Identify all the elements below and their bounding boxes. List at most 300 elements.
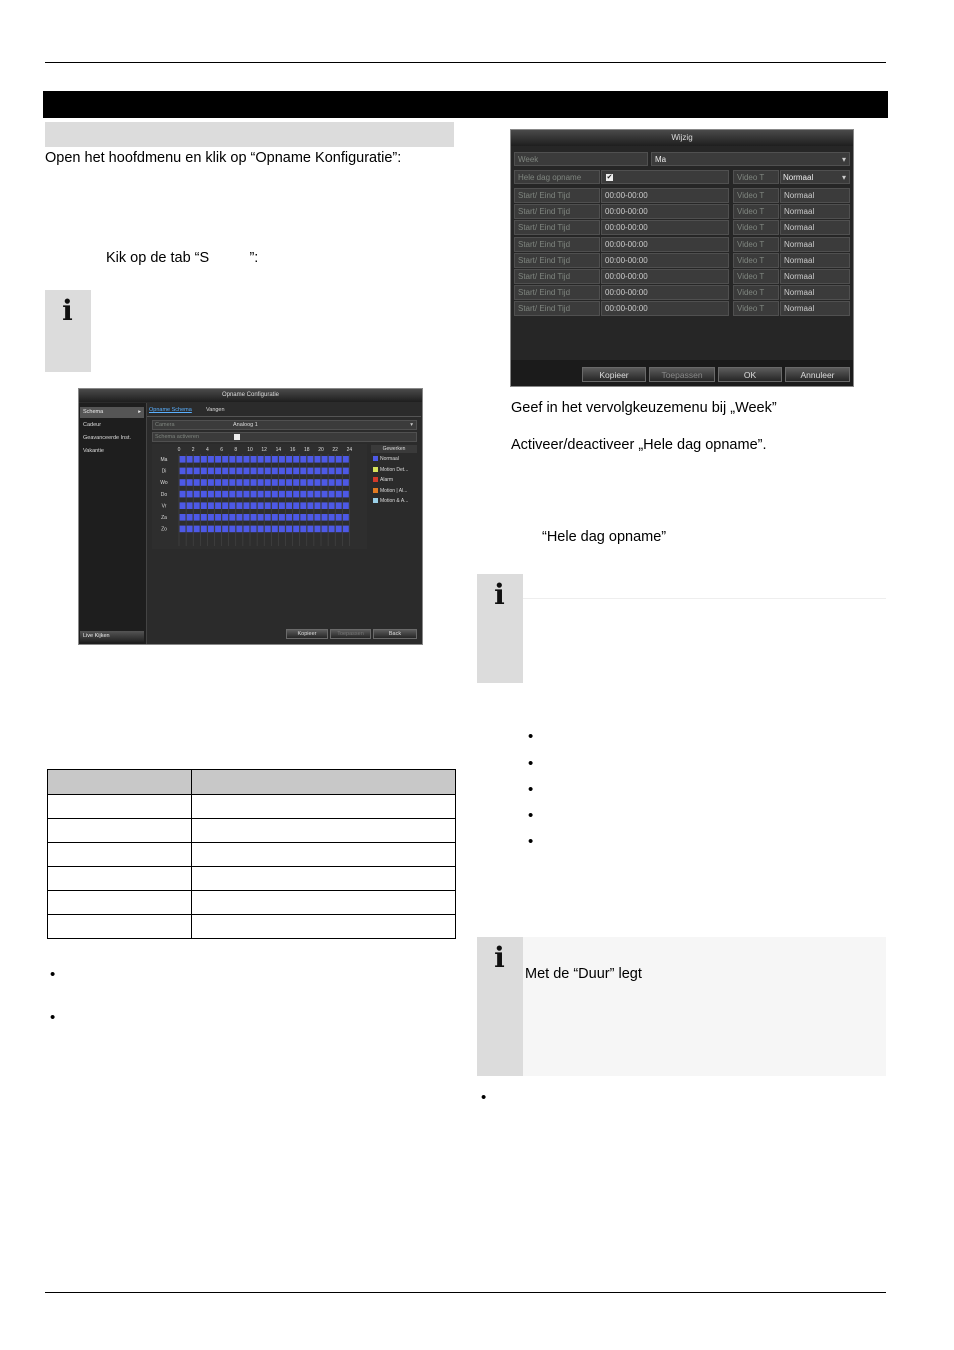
record-mode-field[interactable]: Normaal xyxy=(780,285,850,300)
schedule-cell[interactable] xyxy=(286,514,292,521)
schedule-cell[interactable] xyxy=(265,468,271,475)
schedule-cell[interactable] xyxy=(315,491,321,498)
hour-tick-label: 0 xyxy=(177,447,181,453)
schedule-cell[interactable] xyxy=(293,526,299,533)
schedule-cell[interactable] xyxy=(201,456,207,463)
schedule-cell[interactable] xyxy=(201,502,207,509)
schedule-cell[interactable] xyxy=(180,491,186,498)
schedule-cell[interactable] xyxy=(293,514,299,521)
schedule-cell[interactable] xyxy=(194,456,200,463)
legend-swatch xyxy=(373,477,378,482)
apply-button[interactable]: Toepassen xyxy=(649,367,715,382)
schedule-cell[interactable] xyxy=(194,491,200,498)
schedule-cell[interactable] xyxy=(215,468,221,475)
schedule-cell[interactable] xyxy=(236,491,242,498)
schedule-cell[interactable] xyxy=(187,468,193,475)
schedule-cell[interactable] xyxy=(279,526,285,533)
bullet-right-4: • xyxy=(528,807,534,824)
record-mode-field[interactable]: Normaal xyxy=(780,301,850,316)
schedule-cell[interactable] xyxy=(180,526,186,533)
schedule-cell[interactable] xyxy=(343,526,349,533)
schedule-cell[interactable] xyxy=(286,502,292,509)
bullet-right-5: • xyxy=(528,833,534,850)
schedule-cell[interactable] xyxy=(343,456,349,463)
week-instruction: Geef in het vervolgkeuzemenu bij „Week” xyxy=(511,400,777,416)
table-row xyxy=(48,867,456,891)
bullet-left-2: • xyxy=(50,1009,56,1026)
schedule-cell[interactable] xyxy=(286,479,292,486)
schedule-cell[interactable] xyxy=(251,514,257,521)
schedule-cell[interactable] xyxy=(215,479,221,486)
schedule-cell[interactable] xyxy=(208,526,214,533)
tab-vangen[interactable]: Vangen xyxy=(206,407,225,413)
schedule-cell[interactable] xyxy=(322,526,328,533)
week-label-field: Week xyxy=(514,152,648,166)
schedule-cell[interactable] xyxy=(236,468,242,475)
allday-label-field: Hele dag opname xyxy=(514,170,600,184)
schedule-cell[interactable] xyxy=(201,479,207,486)
info-note-left xyxy=(45,290,91,372)
record-mode-field[interactable]: Normaal xyxy=(780,237,850,252)
allday-checkbox-field[interactable] xyxy=(601,170,729,184)
schedule-cell[interactable] xyxy=(336,456,342,463)
schedule-cell[interactable] xyxy=(251,491,257,498)
schedule-cell[interactable] xyxy=(329,468,335,475)
schedule-cell[interactable] xyxy=(336,491,342,498)
hour-tick-label: 18 xyxy=(304,447,310,453)
schedule-cell[interactable] xyxy=(315,502,321,509)
schedule-cell[interactable] xyxy=(329,491,335,498)
schedule-cell[interactable] xyxy=(222,491,228,498)
hour-tick-label: 22 xyxy=(332,447,338,453)
schedule-cell[interactable] xyxy=(244,502,250,509)
schedule-cell[interactable] xyxy=(336,479,342,486)
schedule-cell[interactable] xyxy=(315,468,321,475)
schedule-cell[interactable] xyxy=(258,479,264,486)
video-type-label: Video T xyxy=(733,301,779,316)
schedule-cell[interactable] xyxy=(236,456,242,463)
legend-swatch xyxy=(373,467,378,472)
duur-text: Met de “Duur” legt xyxy=(525,966,642,982)
legend-label: Motion & A... xyxy=(380,498,409,504)
schedule-cell[interactable] xyxy=(307,468,313,475)
schedule-cell[interactable] xyxy=(215,514,221,521)
record-mode-field[interactable]: Normaal xyxy=(780,253,850,268)
record-mode-field[interactable]: Normaal xyxy=(780,269,850,284)
schedule-cell[interactable] xyxy=(187,502,193,509)
schedule-cell[interactable] xyxy=(343,491,349,498)
table-row xyxy=(48,819,456,843)
info-icon: i xyxy=(62,294,73,327)
schedule-cell[interactable] xyxy=(187,491,193,498)
schedule-cell[interactable] xyxy=(343,514,349,521)
schedule-cell[interactable] xyxy=(244,456,250,463)
schedule-cell[interactable] xyxy=(208,502,214,509)
dvr-recording-config-screen xyxy=(78,388,423,645)
schedule-cell[interactable] xyxy=(180,514,186,521)
video-type-label: Video T xyxy=(733,285,779,300)
schedule-cell[interactable] xyxy=(194,514,200,521)
schedule-cell[interactable] xyxy=(229,479,235,486)
day-label: Za xyxy=(161,515,167,521)
start-end-label: Start/ Eind Tijd xyxy=(514,253,600,268)
schedule-cell[interactable] xyxy=(343,468,349,475)
info-note-right-2 xyxy=(477,937,886,1076)
schedule-cell[interactable] xyxy=(244,479,250,486)
schedule-cell[interactable] xyxy=(236,502,242,509)
enable-schedule-label: Schema activeren xyxy=(155,434,200,440)
schedule-cell[interactable] xyxy=(229,468,235,475)
schedule-cell[interactable] xyxy=(244,526,250,533)
bullet-right-1: • xyxy=(528,728,534,745)
table-row xyxy=(48,843,456,867)
schedule-cell[interactable] xyxy=(251,526,257,533)
bullet-right-3: • xyxy=(528,781,534,798)
video-type-label: Video T xyxy=(733,220,779,235)
schedule-cell[interactable] xyxy=(180,502,186,509)
schedule-cell[interactable] xyxy=(329,479,335,486)
schedule-cell[interactable] xyxy=(293,479,299,486)
schedule-cell[interactable] xyxy=(215,491,221,498)
camera-label: Camera xyxy=(155,422,175,428)
hour-tick-label: 12 xyxy=(261,447,267,453)
legend-label: Alarm xyxy=(380,477,394,483)
schedule-cell[interactable] xyxy=(336,502,342,509)
schedule-cell[interactable] xyxy=(322,479,328,486)
legend-swatch xyxy=(373,488,378,493)
schedule-cell[interactable] xyxy=(244,468,250,475)
bullet-left-1: • xyxy=(50,966,56,983)
schedule-cell[interactable] xyxy=(286,491,292,498)
legend-swatch xyxy=(373,498,378,503)
schedule-cell[interactable] xyxy=(194,479,200,486)
tab-opname-schema[interactable]: Opname Schema xyxy=(149,407,192,413)
schedule-cell[interactable] xyxy=(215,502,221,509)
sidebar-item-advanced[interactable]: Geavanceerde Inst. xyxy=(83,435,132,441)
schedule-cell[interactable] xyxy=(258,526,264,533)
schedule-cell[interactable] xyxy=(279,456,285,463)
schedule-cell[interactable] xyxy=(322,456,328,463)
schedule-cell[interactable] xyxy=(187,456,193,463)
table-header-row xyxy=(48,770,456,795)
schedule-cell[interactable] xyxy=(265,491,271,498)
table-row xyxy=(48,915,456,939)
schedule-cell[interactable] xyxy=(300,456,306,463)
legend-box xyxy=(371,445,417,505)
tab-instruction-text: Kik op de tab “S ”: xyxy=(106,250,259,266)
schedule-cell[interactable] xyxy=(251,502,257,509)
chevron-down-icon: ▾ xyxy=(841,173,846,182)
legend-title: Gewerken xyxy=(371,445,417,453)
legend-item xyxy=(373,456,399,462)
time-range-field[interactable]: 00:00-00:00 xyxy=(601,253,729,268)
video-type-label: Video T xyxy=(733,237,779,252)
schedule-cell[interactable] xyxy=(258,491,264,498)
schedule-cell[interactable] xyxy=(208,491,214,498)
back-button[interactable]: Back xyxy=(373,629,417,639)
video-type-value: Normaal xyxy=(783,173,814,182)
schedule-cell[interactable] xyxy=(336,468,342,475)
hour-tick-label: 8 xyxy=(234,447,238,453)
hour-tick-label: 16 xyxy=(289,447,296,453)
schedule-cell[interactable] xyxy=(187,514,193,521)
schedule-cell[interactable] xyxy=(215,526,221,533)
schedule-cell[interactable] xyxy=(265,456,271,463)
week-value: Ma xyxy=(655,155,667,164)
schedule-cell[interactable] xyxy=(336,526,342,533)
schedule-cell[interactable] xyxy=(322,491,328,498)
schedule-cell[interactable] xyxy=(307,456,313,463)
section-header-bar xyxy=(43,91,888,118)
table-row xyxy=(48,891,456,915)
schedule-cell[interactable] xyxy=(229,502,235,509)
schedule-cell[interactable] xyxy=(286,526,292,533)
schedule-cell[interactable] xyxy=(208,514,214,521)
sidebar-item-cadeur[interactable]: Cadeur xyxy=(83,422,102,428)
schedule-cell[interactable] xyxy=(315,514,321,521)
hour-tick-label: 4 xyxy=(206,447,209,453)
schedule-cell[interactable] xyxy=(307,502,313,509)
hour-tick-label: 14 xyxy=(275,447,282,453)
schedule-grid[interactable] xyxy=(152,444,367,549)
day-label: Zo xyxy=(161,526,167,533)
schedule-cell[interactable] xyxy=(300,491,306,498)
dvr-edit-screen xyxy=(510,129,854,387)
time-range-field[interactable]: 00:00-00:00 xyxy=(601,237,729,252)
hour-tick-label: 2 xyxy=(191,447,195,453)
camera-field[interactable] xyxy=(152,420,417,430)
time-range-field[interactable]: 00:00-00:00 xyxy=(601,301,729,316)
info-icon: i xyxy=(494,941,505,974)
schedule-cell[interactable] xyxy=(322,514,328,521)
schedule-cell[interactable] xyxy=(272,502,278,509)
time-range-field[interactable]: 00:00-00:00 xyxy=(601,204,729,219)
schedule-cell[interactable] xyxy=(201,514,207,521)
schedule-cell[interactable] xyxy=(229,456,235,463)
schedule-cell[interactable] xyxy=(343,502,349,509)
schedule-cell[interactable] xyxy=(244,514,250,521)
schedule-cell[interactable] xyxy=(222,479,228,486)
schedule-cell[interactable] xyxy=(251,456,257,463)
schedule-cell[interactable] xyxy=(208,479,214,486)
legend-item xyxy=(373,477,393,483)
schedule-cell[interactable] xyxy=(329,514,335,521)
schedule-cell[interactable] xyxy=(194,526,200,533)
record-mode-field[interactable]: Normaal xyxy=(780,188,850,203)
chevron-down-icon: ▾ xyxy=(841,155,846,164)
ok-button[interactable]: OK xyxy=(718,367,782,382)
schedule-cell[interactable] xyxy=(222,514,228,521)
cancel-button[interactable]: Annuleer xyxy=(785,367,850,382)
hour-tick-label: 10 xyxy=(247,447,253,453)
schedule-cell[interactable] xyxy=(258,456,264,463)
video-type-label: Video T xyxy=(733,269,779,284)
schedule-cell[interactable] xyxy=(300,468,306,475)
schedule-cell[interactable] xyxy=(315,526,321,533)
schedule-cell[interactable] xyxy=(307,514,313,521)
legend-item xyxy=(373,488,407,494)
schedule-cell[interactable] xyxy=(272,526,278,533)
schedule-cell[interactable] xyxy=(222,526,228,533)
schedule-cell[interactable] xyxy=(187,526,193,533)
video-type-label-field: Video T xyxy=(733,170,779,184)
sidebar-item-schema[interactable]: Schema ▸ xyxy=(80,407,144,418)
schedule-cell[interactable] xyxy=(236,479,242,486)
start-end-label: Start/ Eind Tijd xyxy=(514,220,600,235)
bullet-right-6: • xyxy=(481,1089,487,1106)
schedule-cell[interactable] xyxy=(272,491,278,498)
copy-button[interactable]: Kopieer xyxy=(582,367,646,382)
legend-label: Normaal xyxy=(380,456,399,462)
schedule-cell[interactable] xyxy=(265,526,271,533)
schedule-cell[interactable] xyxy=(265,502,271,509)
schedule-cell[interactable] xyxy=(215,456,221,463)
video-type-select[interactable] xyxy=(780,170,850,184)
schedule-cell[interactable] xyxy=(322,468,328,475)
schedule-cell[interactable] xyxy=(180,456,186,463)
schedule-cell[interactable] xyxy=(329,526,335,533)
start-end-label: Start/ Eind Tijd xyxy=(514,188,600,203)
schedule-cell[interactable] xyxy=(187,479,193,486)
schedule-cell[interactable] xyxy=(300,502,306,509)
schedule-cell[interactable] xyxy=(272,468,278,475)
enable-schedule-field[interactable] xyxy=(152,432,417,442)
schedule-cell[interactable] xyxy=(307,491,313,498)
schedule-cell[interactable] xyxy=(229,526,235,533)
schedule-cell[interactable] xyxy=(300,526,306,533)
schedule-cell[interactable] xyxy=(279,514,285,521)
schedule-cell[interactable] xyxy=(201,491,207,498)
record-mode-field[interactable]: Normaal xyxy=(780,204,850,219)
schedule-cell[interactable] xyxy=(293,502,299,509)
note-divider xyxy=(523,598,886,599)
schedule-cell[interactable] xyxy=(222,456,228,463)
live-view-button[interactable]: Live Kijken xyxy=(80,631,144,642)
intro-text: Open het hoofdmenu en klik op “Opname Konfiguratie”: xyxy=(45,150,402,166)
schedule-cell[interactable] xyxy=(201,468,207,475)
schedule-cell[interactable] xyxy=(343,479,349,486)
day-label: Di xyxy=(161,468,167,475)
schedule-cell[interactable] xyxy=(222,468,228,475)
schedule-cell[interactable] xyxy=(293,456,299,463)
day-label: Do xyxy=(160,491,168,498)
schedule-cell[interactable] xyxy=(293,491,299,498)
legend-label: Motion Det... xyxy=(380,466,409,473)
schedule-cell[interactable] xyxy=(329,502,335,509)
time-range-field[interactable]: 00:00-00:00 xyxy=(601,188,729,203)
checkbox-icon[interactable] xyxy=(234,434,240,440)
record-mode-field[interactable]: Normaal xyxy=(780,220,850,235)
legend-label: Motion | Al... xyxy=(380,487,408,494)
schedule-cell[interactable] xyxy=(265,479,271,486)
schedule-cell[interactable] xyxy=(279,479,285,486)
schedule-cell[interactable] xyxy=(180,479,186,486)
day-label: Wo xyxy=(160,480,168,487)
apply-button[interactable]: Toepassen xyxy=(330,629,371,639)
start-end-label: Start/ Eind Tijd xyxy=(514,269,600,284)
schedule-cell[interactable] xyxy=(286,468,292,475)
schedule-cell[interactable] xyxy=(265,514,271,521)
schedule-cell[interactable] xyxy=(236,526,242,533)
info-note-icon-strip xyxy=(477,937,523,1076)
schedule-cell[interactable] xyxy=(315,479,321,486)
dvr1-title: Opname Configuratie xyxy=(79,389,422,402)
camera-value: Analoog 1 xyxy=(233,422,258,428)
checkbox-checked-icon[interactable]: ✔ xyxy=(606,174,613,181)
sidebar-item-vakantie[interactable]: Vakantie xyxy=(83,448,104,454)
dvr2-title: Wijzig xyxy=(511,130,853,146)
schedule-cell[interactable] xyxy=(336,514,342,521)
schedule-cell[interactable] xyxy=(244,491,250,498)
tabs-divider xyxy=(147,416,421,417)
schedule-cell[interactable] xyxy=(315,456,321,463)
legend-item xyxy=(373,467,408,473)
legend-swatch xyxy=(373,456,378,461)
schedule-cell[interactable] xyxy=(229,491,235,498)
bullet-right-2: • xyxy=(528,755,534,772)
start-end-label: Start/ Eind Tijd xyxy=(514,301,600,316)
schedule-cell[interactable] xyxy=(279,502,285,509)
schedule-cell[interactable] xyxy=(272,456,278,463)
info-icon: i xyxy=(494,578,505,611)
schedule-cell[interactable] xyxy=(258,514,264,521)
schedule-cell[interactable] xyxy=(307,479,313,486)
week-select[interactable] xyxy=(651,152,850,166)
schedule-cell[interactable] xyxy=(180,468,186,475)
start-end-label: Start/ Eind Tijd xyxy=(514,204,600,219)
schedule-cell[interactable] xyxy=(300,514,306,521)
hour-tick-label: 6 xyxy=(220,447,223,453)
allday-quote: “Hele dag opname” xyxy=(542,529,667,545)
schedule-cell[interactable] xyxy=(251,468,257,475)
video-type-label: Video T xyxy=(733,253,779,268)
schedule-cell[interactable] xyxy=(208,468,214,475)
schedule-cell[interactable] xyxy=(258,502,264,509)
schedule-cell[interactable] xyxy=(293,468,299,475)
time-range-field[interactable]: 00:00-00:00 xyxy=(601,285,729,300)
schedule-cell[interactable] xyxy=(194,468,200,475)
bottom-rule xyxy=(45,1292,886,1293)
schedule-cell[interactable] xyxy=(236,514,242,521)
schedule-cell[interactable] xyxy=(251,479,257,486)
schedule-cell[interactable] xyxy=(307,526,313,533)
hour-tick-label: 24 xyxy=(346,447,353,453)
schedule-cell[interactable] xyxy=(222,502,228,509)
schedule-cell[interactable] xyxy=(329,456,335,463)
day-label: Ma xyxy=(160,457,168,463)
schedule-cell[interactable] xyxy=(258,468,264,475)
schedule-cell[interactable] xyxy=(286,456,292,463)
schedule-cell[interactable] xyxy=(322,502,328,509)
start-end-label: Start/ Eind Tijd xyxy=(514,237,600,252)
schedule-cell[interactable] xyxy=(272,479,278,486)
schedule-cell[interactable] xyxy=(229,514,235,521)
schedule-cell[interactable] xyxy=(201,526,207,533)
time-range-field[interactable]: 00:00-00:00 xyxy=(601,269,729,284)
schedule-cell[interactable] xyxy=(279,491,285,498)
schedule-cell[interactable] xyxy=(194,502,200,509)
time-range-field[interactable]: 00:00-00:00 xyxy=(601,220,729,235)
copy-button[interactable]: Kopieer xyxy=(286,629,328,639)
top-rule xyxy=(45,62,886,63)
legend-item xyxy=(373,498,408,504)
schedule-cell[interactable] xyxy=(208,456,214,463)
start-end-label: Start/ Eind Tijd xyxy=(514,285,600,300)
schedule-cell[interactable] xyxy=(279,468,285,475)
schedule-cell[interactable] xyxy=(272,514,278,521)
chevron-down-icon: ▾ xyxy=(410,422,413,428)
schedule-cell[interactable] xyxy=(300,479,306,486)
